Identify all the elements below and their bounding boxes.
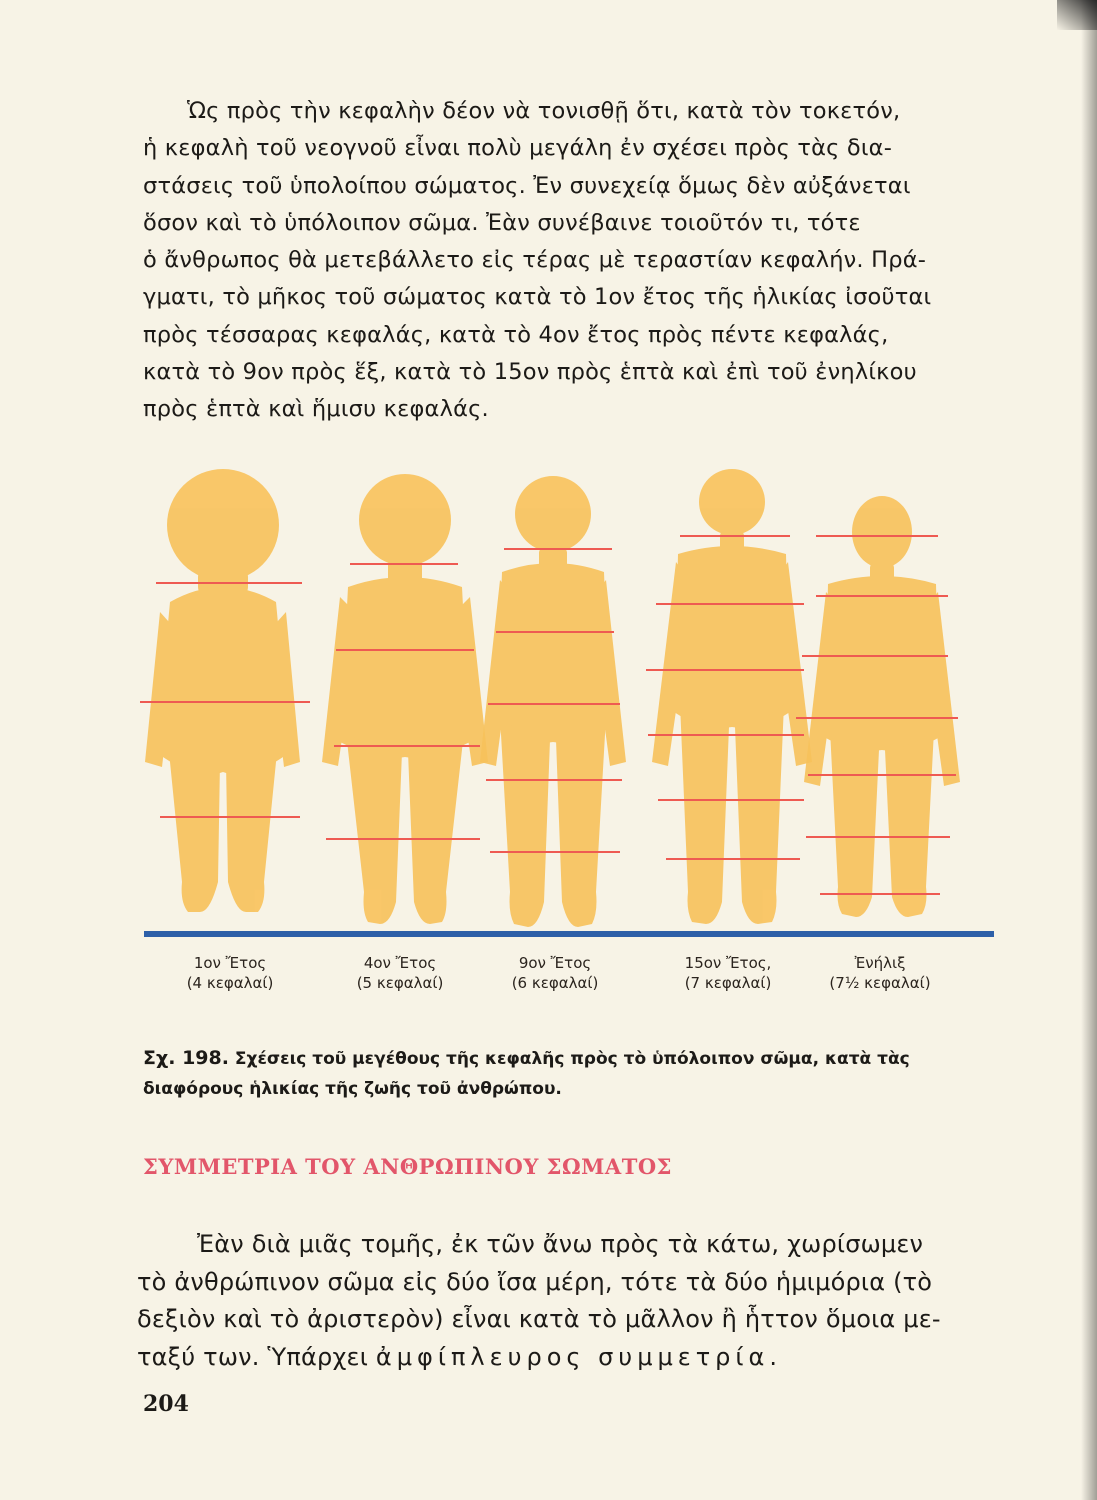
label-heads: (5 κεφαλαί) bbox=[356, 974, 444, 992]
figure-label-year-4 bbox=[330, 953, 470, 993]
figure-caption bbox=[143, 1043, 993, 1104]
adult-silhouette bbox=[804, 496, 960, 917]
page-number: 204 bbox=[143, 1391, 189, 1417]
page-edge-shadow bbox=[1081, 0, 1097, 1500]
silhouettes-illustration bbox=[140, 462, 1000, 1002]
intro-line: ὅσον καὶ τὸ ὑπόλοιπον σῶμα. Ἐὰν συνέβαινε τοιοῦτόν τι, τότε bbox=[143, 209, 861, 236]
figure-label-year-9 bbox=[485, 953, 625, 993]
label-heads: (4 κεφαλαί) bbox=[186, 974, 274, 992]
label-age: 4ον Ἔτος bbox=[363, 954, 437, 972]
figure-label-year-1 bbox=[165, 953, 295, 993]
intro-line: κατὰ τὸ 9ον πρὸς ἕξ, κατὰ τὸ 15ον πρὸς ἑπτὰ καὶ ἐπὶ τοῦ ἐνηλίκου bbox=[143, 359, 917, 386]
label-age: 15ον Ἔτος, bbox=[684, 954, 772, 972]
intro-line: Ὡς πρὸς τὴν κεφαλὴν δέον νὰ τονισθῇ ὅτι, κατὰ τὸν τοκετόν, bbox=[187, 98, 901, 124]
infant-silhouette bbox=[145, 469, 300, 912]
page-corner-shadow bbox=[1057, 0, 1097, 30]
body-line: δεξιὸν καὶ τὸ ἀριστερὸν) εἶναι κατὰ τὸ μᾶλλον ἢ ἧττον ὅμοια με- bbox=[137, 1305, 941, 1333]
child-4-silhouette bbox=[322, 474, 488, 924]
body-proportion-figure bbox=[140, 462, 1000, 1002]
child-9-silhouette bbox=[480, 476, 626, 927]
figure-label-year-15 bbox=[663, 953, 793, 993]
caption-number: Σχ. 198. bbox=[143, 1047, 229, 1069]
label-heads: (7 κεφαλαί) bbox=[684, 974, 772, 992]
ground-baseline bbox=[144, 931, 994, 937]
label-heads: (6 κεφαλαί) bbox=[511, 974, 599, 992]
intro-line: πρὸς ἑπτὰ καὶ ἥμισυ κεφαλάς. bbox=[143, 396, 489, 423]
caption-text: Σχέσεις τοῦ μεγέθους τῆς κεφαλῆς πρὸς τὸ ὑπόλοιπον σῶμα, κατὰ τὰς διαφόρους ἡλικίας τῆς ζωῆς τοῦ ἀνθρώπου. bbox=[143, 1049, 910, 1099]
body-line: ταξύ των. Ὑπάρχει bbox=[137, 1342, 369, 1371]
intro-paragraph bbox=[143, 93, 991, 429]
section-heading: ΣΥΜΜΕΤΡΙΑ ΤΟΥ ΑΝΘΡΩΠΙΝΟΥ ΣΩΜΑΤΟΣ bbox=[143, 1154, 672, 1179]
label-heads: (7½ κεφαλαί) bbox=[829, 974, 931, 992]
emphasized-term: ἀμφίπλευρος συμμετρία. bbox=[375, 1342, 782, 1371]
body-line: Ἐὰν διὰ μιᾶς τομῆς, ἐκ τῶν ἄνω πρὸς τὰ κάτω, χωρίσωμεν bbox=[197, 1230, 924, 1258]
figure-label-adult bbox=[810, 953, 950, 993]
intro-line: πρὸς τέσσαρας κεφαλάς, κατὰ τὸ 4ον ἔτος πρὸς πέντε κεφαλάς, bbox=[143, 321, 889, 348]
label-age: 9ον Ἔτος bbox=[518, 954, 592, 972]
teen-15-silhouette bbox=[652, 469, 812, 924]
intro-line: ἡ κεφαλὴ τοῦ νεογνοῦ εἶναι πολὺ μεγάλη ἐν σχέσει πρὸς τὰς δια- bbox=[143, 135, 893, 162]
label-age: 1ον Ἔτος bbox=[193, 954, 267, 972]
intro-line: ὁ ἄνθρωπος θὰ μετεβάλλετο εἰς τέρας μὲ τεραστίαν κεφαλήν. Πρά- bbox=[143, 247, 927, 274]
intro-line: στάσεις τοῦ ὑπολοίπου σώματος. Ἐν συνεχείᾳ ὅμως δὲν αὐξάνεται bbox=[143, 172, 911, 199]
body-line: τὸ ἀνθρώπινον σῶμα εἰς δύο ἴσα μέρη, τότε τὰ δύο ἡμιμόρια (τὸ bbox=[137, 1267, 933, 1296]
intro-line: γματι, τὸ μῆκος τοῦ σώματος κατὰ τὸ 1ον ἔτος τῆς ἡλικίας ἰσοῦται bbox=[143, 284, 932, 311]
symmetry-paragraph bbox=[137, 1226, 989, 1376]
label-age: Ἐνήλιξ bbox=[854, 954, 906, 972]
